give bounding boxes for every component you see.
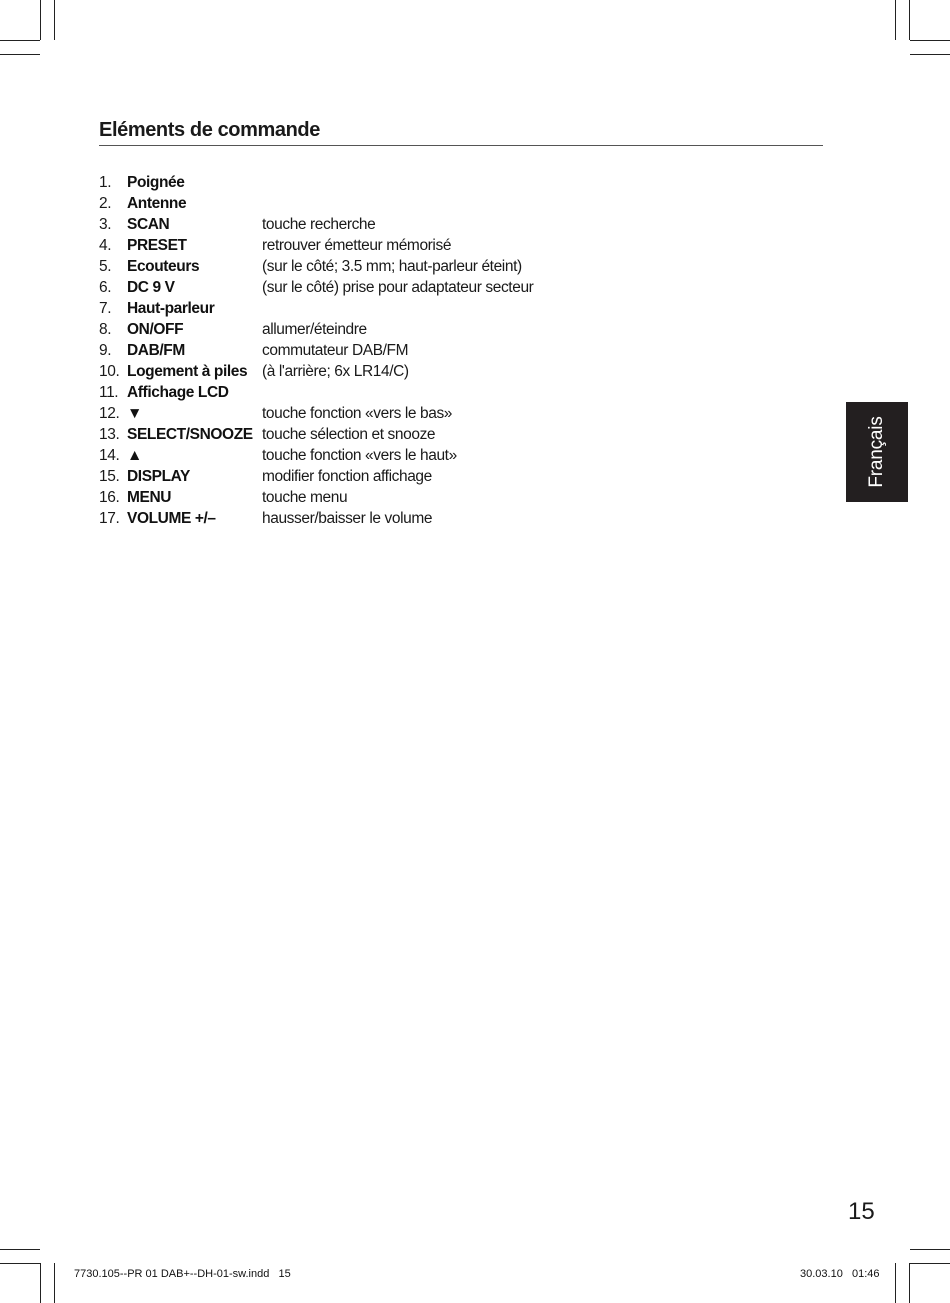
up-arrow-icon: ▲ bbox=[127, 447, 142, 464]
item-number: 13. bbox=[99, 426, 120, 443]
item-label: MENU bbox=[127, 489, 172, 506]
item-label: SELECT/SNOOZE bbox=[127, 426, 253, 443]
crop-mark bbox=[909, 0, 910, 40]
title-divider bbox=[99, 145, 823, 146]
item-label: DC 9 V bbox=[127, 279, 175, 296]
item-number: 3. bbox=[99, 216, 112, 233]
item-label: Logement à piles bbox=[127, 363, 248, 380]
item-number: 14. bbox=[99, 447, 120, 464]
item-description: (sur le côté; 3.5 mm; haut-parleur éteint) bbox=[262, 258, 522, 275]
item-description: touche menu bbox=[262, 489, 348, 506]
language-tab bbox=[846, 402, 908, 502]
item-description: touche sélection et snooze bbox=[262, 426, 436, 443]
item-description: modifier fonction affichage bbox=[262, 468, 432, 485]
crop-mark bbox=[0, 54, 40, 55]
crop-mark bbox=[40, 1263, 41, 1303]
item-number: 9. bbox=[99, 342, 112, 359]
item-label: SCAN bbox=[127, 216, 170, 233]
language-tab-label: Français bbox=[866, 416, 887, 488]
footer-file-info: 7730.105--PR 01 DAB+--DH-01-sw.indd 15 bbox=[74, 1268, 291, 1280]
crop-mark bbox=[0, 40, 40, 41]
item-number: 1. bbox=[99, 174, 112, 191]
item-number: 11. bbox=[99, 384, 119, 401]
item-number: 7. bbox=[99, 300, 112, 317]
item-label: Affichage LCD bbox=[127, 384, 229, 401]
item-number: 10. bbox=[99, 363, 120, 380]
crop-mark bbox=[910, 40, 950, 41]
item-description: touche fonction «vers le haut» bbox=[262, 447, 457, 464]
crop-mark bbox=[54, 1263, 55, 1303]
item-label: DISPLAY bbox=[127, 468, 190, 485]
item-label: VOLUME +/– bbox=[127, 510, 216, 527]
page-number: 15 bbox=[848, 1198, 875, 1225]
item-description: commutateur DAB/FM bbox=[262, 342, 409, 359]
page-title: Eléments de commande bbox=[99, 119, 320, 141]
item-label: Ecouteurs bbox=[127, 258, 200, 275]
crop-mark bbox=[910, 54, 950, 55]
item-description: retrouver émetteur mémorisé bbox=[262, 237, 452, 254]
crop-mark bbox=[0, 1263, 40, 1264]
item-label: Haut-parleur bbox=[127, 300, 215, 317]
item-description: hausser/baisser le volume bbox=[262, 510, 433, 527]
item-description: (sur le côté) prise pour adaptateur secteur bbox=[262, 279, 534, 296]
item-label: PRESET bbox=[127, 237, 187, 254]
crop-mark bbox=[54, 0, 55, 40]
item-number: 4. bbox=[99, 237, 112, 254]
item-label: Antenne bbox=[127, 195, 187, 212]
crop-mark bbox=[910, 1263, 950, 1264]
crop-mark bbox=[0, 1249, 40, 1250]
item-description: touche fonction «vers le bas» bbox=[262, 405, 453, 422]
item-description: touche recherche bbox=[262, 216, 376, 233]
crop-mark bbox=[895, 0, 896, 40]
crop-mark bbox=[895, 1263, 896, 1303]
crop-mark bbox=[909, 1263, 910, 1303]
item-number: 2. bbox=[99, 195, 112, 212]
item-number: 16. bbox=[99, 489, 120, 506]
footer-datetime: 30.03.10 01:46 bbox=[800, 1268, 880, 1280]
item-description: allumer/éteindre bbox=[262, 321, 367, 338]
item-number: 6. bbox=[99, 279, 112, 296]
down-arrow-icon: ▼ bbox=[127, 405, 142, 422]
item-description: (à l'arrière; 6x LR14/C) bbox=[262, 363, 409, 380]
item-label: Poignée bbox=[127, 174, 185, 191]
crop-mark bbox=[40, 0, 41, 40]
item-number: 5. bbox=[99, 258, 112, 275]
item-number: 12. bbox=[99, 405, 120, 422]
item-number: 15. bbox=[99, 468, 120, 485]
crop-mark bbox=[910, 1249, 950, 1250]
item-number: 17. bbox=[99, 510, 120, 527]
item-number: 8. bbox=[99, 321, 112, 338]
item-label: ON/OFF bbox=[127, 321, 184, 338]
item-label: DAB/FM bbox=[127, 342, 185, 359]
